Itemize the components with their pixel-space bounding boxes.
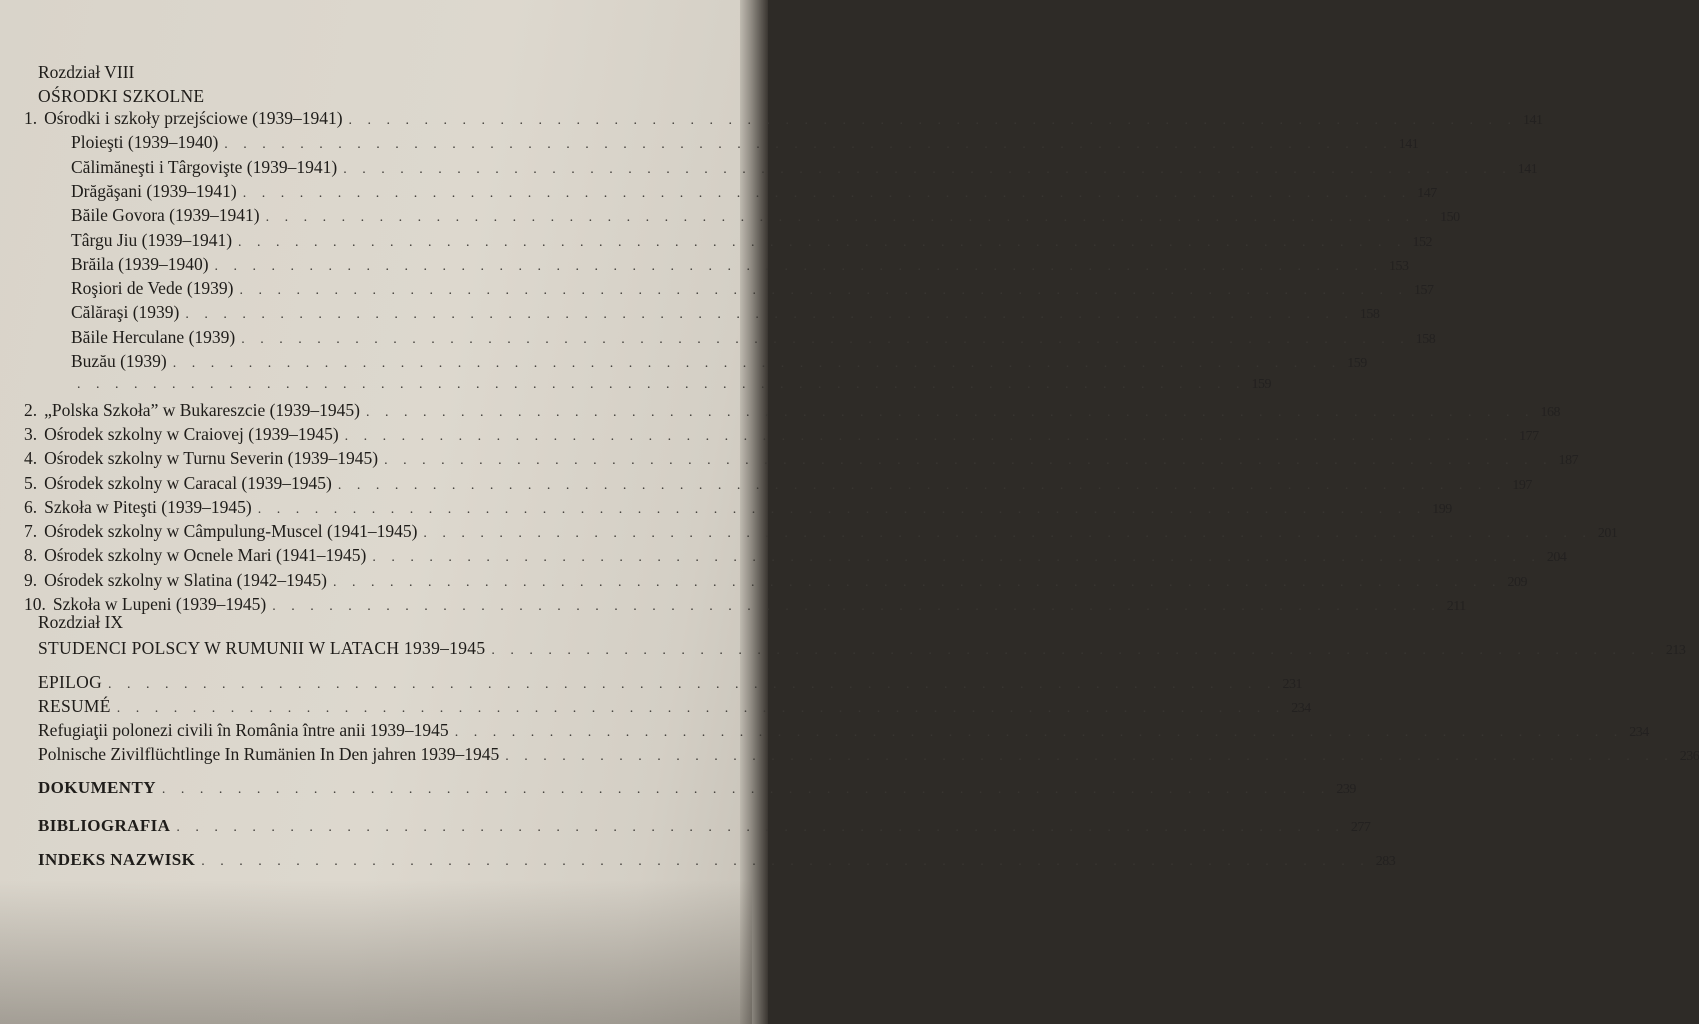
toc-entry-title: Brăila (1939–1940) [71, 253, 209, 274]
toc-entry-title: Ośrodek szkolny w Câmpulung-Muscel (1941–1945) [44, 521, 418, 542]
toc-entry [71, 130, 1419, 154]
toc-page-number: 236 [1679, 749, 1699, 764]
toc-entry-title: Călăraşi (1939) [71, 302, 180, 323]
dot-leader: . . . . . . . . . . . . . . . . . . . . . . . . . . . . . . . . . . . . . . . . . . . . . . . . . . . . . . . . . . . . . . [344, 428, 1514, 444]
toc-entry-title: Ośrodek szkolny w Craiovej (1939–1945) [44, 423, 339, 444]
dot-leader: . . . . . . . . . . . . . . . . . . . . . . . . . . . . . . . . . . . . . . . . . . . . . . . . . . . . . . . . . . . . . . [337, 477, 1507, 493]
toc-page-number: 283 [1375, 854, 1396, 869]
toc-entry [24, 592, 1466, 616]
toc-entry-number: 1. [24, 108, 38, 128]
toc-entry [24, 543, 1567, 567]
toc-page-number: 147 [1417, 185, 1437, 201]
toc-page-number: 153 [1389, 258, 1409, 274]
dot-leader: . . . . . . . . . . . . . . . . . . . . . . . . . . . . . . . . . . . . . . . . . . . . . . . . . . . . . . . . . . . . . . [176, 820, 1345, 835]
toc-page-number: 199 [1432, 501, 1452, 517]
dot-leader: . . . . . . . . . . . . . . . . . . . . . . . . . . . . . . . . . . . . . . . . . . . . . . . . . . . . . . . . . . . . . . [454, 725, 1624, 740]
dot-leader: . . . . . . . . . . . . . . . . . . . . . . . . . . . . . . . . . . . . . . . . . . . . . . . . . . . . . . . . . . . . . . [505, 749, 1674, 764]
resume-entry [38, 694, 1311, 718]
toc-entry-number: 9. [24, 569, 38, 590]
toc-entry [71, 276, 1434, 300]
dot-leader: . . . . . . . . . . . . . . . . . . . . . . . . . . . . . . . . . . . . . . . . . . . . . . . . . . . . . . . . . . . . . . [224, 137, 1393, 153]
indeks-entry [38, 848, 1396, 872]
dot-leader: . . . . . . . . . . . . . . . . . . . . . . . . . . . . . . . . . . . . . . . . . . . . . . . . . . . . . . . . . . . . . . [372, 550, 1541, 566]
resume-german-entry [38, 742, 1699, 766]
dot-leader: . . . . . . . . . . . . . . . . . . . . . . . . . . . . . . . . . . . . . . . . . . . . . . . . . . . . . . . . . . . . . . [242, 185, 1412, 201]
toc-page-number: 234 [1629, 725, 1649, 740]
toc-page-number: 204 [1546, 550, 1567, 566]
toc-entry [24, 422, 1539, 446]
toc-entry-title: Drăgăşani (1939–1941) [71, 180, 237, 201]
toc-page-number: 177 [1519, 428, 1539, 444]
dot-leader: . . . . . . . . . . . . . . . . . . . . . . . . . . . . . . . . . . . . . . . . . . . . . . . . . . . . . . . . . . . . . . [272, 599, 1441, 614]
toc-page-number: 152 [1412, 234, 1433, 250]
toc-entry-title: Szkoła w Piteşti (1939–1945) [44, 496, 252, 517]
toc-entry [71, 300, 1380, 324]
toc-entry-number: 6. [24, 496, 38, 517]
resume-romanian-entry [38, 718, 1649, 742]
toc-entry-title: RESUMÉ [38, 696, 111, 716]
toc-entry-title: Roşiori de Vede (1939) [71, 278, 234, 299]
toc-entry-title: INDEKS NAZWISK [38, 850, 196, 869]
toc-entry-number: 2. [24, 399, 38, 420]
toc-page-number: 231 [1282, 677, 1303, 692]
toc-entry [24, 471, 1532, 495]
toc-entry-title: Buzău (1939) [71, 351, 167, 371]
dot-leader: . . . . . . . . . . . . . . . . . . . . . . . . . . . . . . . . . . . . . . . . . . . . . . . . . . . . . . . . . . . . . . [265, 210, 1435, 226]
toc-page-number: 187 [1558, 453, 1579, 469]
toc-entry [24, 106, 1543, 130]
dot-leader: . . . . . . . . . . . . . . . . . . . . . . . . . . . . . . . . . . . . . . . . . . . . . . . . . . . . . . . . . . . . . . [366, 404, 1535, 420]
chapter-8-title: OŚRODKI SZKOLNE [38, 86, 205, 106]
toc-page-number: 159 [1347, 356, 1367, 371]
toc-entry-title: Ploieşti (1939–1940) [71, 132, 219, 153]
toc-entry-title: Călimăneşti i Târgovişte (1939–1941) [71, 156, 338, 177]
toc-page-number: 141 [1517, 161, 1538, 177]
toc-entry [24, 495, 1452, 519]
toc-page-number: 168 [1540, 404, 1561, 420]
toc-entry [71, 203, 1460, 227]
dot-leader: . . . . . . . . . . . . . . . . . . . . . . . . . . . . . . . . . . . . . . . . . . . . . . . . . . . . . . . . . . . . . . [384, 453, 1553, 469]
toc-entry [24, 519, 1618, 543]
toc-page-number: 158 [1415, 331, 1436, 347]
dot-leader: . . . . . . . . . . . . . . . . . . . . . . . . . . . . . . . . . . . . . . . . . . . . . . . . . . . . . . . . . . . . . . [77, 377, 1246, 393]
dot-leader: . . . . . . . . . . . . . . . . . . . . . . . . . . . . . . . . . . . . . . . . . . . . . . . . . . . . . . . . . . . . . . [214, 258, 1384, 274]
toc-entry-title: Băile Herculane (1939) [71, 326, 236, 347]
toc-page-number: 159 [1251, 377, 1271, 393]
dot-leader: . . . . . . . . . . . . . . . . . . . . . . . . . . . . . . . . . . . . . . . . . . . . . . . . . . . . . . . . . . . . . . [172, 356, 1342, 371]
toc-page-number: 197 [1512, 477, 1532, 493]
toc-entry [71, 155, 1538, 179]
toc-entry [71, 179, 1437, 203]
toc-page-number: 234 [1291, 701, 1311, 716]
dot-leader: . . . . . . . . . . . . . . . . . . . . . . . . . . . . . . . . . . . . . . . . . . . . . . . . . . . . . . . . . . . . . . [201, 854, 1370, 869]
dot-leader: . . . . . . . . . . . . . . . . . . . . . . . . . . . . . . . . . . . . . . . . . . . . . . . . . . . . . . . . . . . . . . [239, 283, 1408, 299]
dot-leader: . . . . . . . . . . . . . . . . . . . . . . . . . . . . . . . . . . . . . . . . . . . . . . . . . . . . . . . . . . . . . . [185, 307, 1354, 323]
chapter-9-label: Rozdział IX [38, 612, 124, 632]
chapter-9-entry [38, 636, 1686, 660]
toc-page-number: 158 [1359, 307, 1380, 323]
toc-page-number: 239 [1336, 782, 1356, 797]
toc-entry [24, 398, 1561, 422]
toc-page-number: 211 [1446, 599, 1466, 614]
toc-entry-title: BIBLIOGRAFIA [38, 816, 171, 835]
dot-leader: . . . . . . . . . . . . . . . . . . . . . . . . . . . . . . . . . . . . . . . . . . . . . . . . . . . . . . . . . . . . . . [257, 501, 1427, 517]
toc-page-number: 150 [1440, 210, 1460, 226]
toc-entry-number: 10. [24, 594, 46, 614]
toc-page-number: 141 [1523, 113, 1543, 128]
toc-page-number: 209 [1507, 574, 1528, 590]
toc-page-number: 157 [1414, 283, 1434, 299]
dot-leader: . . . . . . . . . . . . . . . . . . . . . . . . . . . . . . . . . . . . . . . . . . . . . . . . . . . . . . . . . . . . . . [116, 701, 1286, 716]
toc-page-number: 277 [1350, 820, 1371, 835]
dot-leader: . . . . . . . . . . . . . . . . . . . . . . . . . . . . . . . . . . . . . . . . . . . . . . . . . . . . . . . . . . . . . . [343, 161, 1512, 177]
dot-leader: . . . . . . . . . . . . . . . . . . . . . . . . . . . . . . . . . . . . . . . . . . . . . . . . . . . . . . . . . . . . . . [491, 643, 1660, 658]
dot-leader: . . . . . . . . . . . . . . . . . . . . . . . . . . . . . . . . . . . . . . . . . . . . . . . . . . . . . . . . . . . . . . [108, 677, 1277, 692]
chapter-8-label: Rozdział VIII [38, 62, 135, 82]
toc-entry-title: EPILOG [38, 672, 103, 692]
toc-entry-title: Băile Govora (1939–1941) [71, 205, 260, 226]
toc-entry-title: Ośrodek szkolny w Turnu Severin (1939–1945) [44, 448, 379, 469]
toc-entry-title: Szkoła w Lupeni (1939–1945) [52, 594, 267, 614]
toc-entry-title: DOKUMENTY [38, 778, 156, 797]
dot-leader: . . . . . . . . . . . . . . . . . . . . . . . . . . . . . . . . . . . . . . . . . . . . . . . . . . . . . . . . . . . . . . [161, 782, 1331, 797]
dot-leader: . . . . . . . . . . . . . . . . . . . . . . . . . . . . . . . . . . . . . . . . . . . . . . . . . . . . . . . . . . . . . . [241, 331, 1410, 347]
toc-entry [71, 349, 1367, 373]
toc-entry [71, 252, 1409, 276]
toc-entry-title: Ośrodek szkolny w Caracal (1939–1945) [44, 472, 332, 493]
dot-leader: . . . . . . . . . . . . . . . . . . . . . . . . . . . . . . . . . . . . . . . . . . . . . . . . . . . . . . . . . . . . . . [333, 574, 1502, 590]
toc-entry-number: 8. [24, 545, 38, 566]
dokumenty-entry [38, 776, 1356, 800]
toc-entry-title: Ośrodek szkolny w Slatina (1942–1945) [44, 569, 328, 590]
bibliografia-entry [38, 814, 1371, 838]
toc-entry-title: STUDENCI POLSCY W RUMUNII W LATACH 1939–1945 [38, 638, 486, 658]
toc-entry [24, 446, 1579, 470]
toc-entry [24, 568, 1528, 592]
toc-page-number: 213 [1665, 643, 1686, 658]
toc-entry-number: 7. [24, 521, 38, 542]
toc-entry-title: Refugiaţii polonezi civili în România între anii 1939–1945 [38, 720, 449, 740]
toc-entry [71, 325, 1436, 349]
epilog-entry [38, 670, 1303, 694]
toc-entry [71, 228, 1433, 252]
toc-entry-title: „Polska Szkoła” w Bukareszcie (1939–1945) [44, 399, 361, 420]
dot-leader: . . . . . . . . . . . . . . . . . . . . . . . . . . . . . . . . . . . . . . . . . . . . . . . . . . . . . . . . . . . . . . [348, 113, 1518, 128]
toc-entry [71, 373, 1271, 397]
toc-page-number: 201 [1597, 526, 1618, 542]
toc-entry-title: Târgu Jiu (1939–1941) [71, 229, 233, 250]
toc-entry-number: 5. [24, 472, 38, 493]
toc-page-number: 141 [1398, 137, 1419, 153]
toc-entry-number: 3. [24, 423, 38, 444]
toc-entry-title: Polnische Zivilflüchtlinge In Rumänien In Den jahren 1939–1945 [38, 744, 500, 764]
dot-leader: . . . . . . . . . . . . . . . . . . . . . . . . . . . . . . . . . . . . . . . . . . . . . . . . . . . . . . . . . . . . . . [423, 526, 1592, 542]
toc-entry-title: Ośrodki i szkoły przejściowe (1939–1941) [44, 108, 343, 128]
toc-entry-number: 4. [24, 448, 38, 469]
toc-entry-title: Ośrodek szkolny w Ocnele Mari (1941–1945) [44, 545, 367, 566]
dot-leader: . . . . . . . . . . . . . . . . . . . . . . . . . . . . . . . . . . . . . . . . . . . . . . . . . . . . . . . . . . . . . . [238, 234, 1407, 250]
